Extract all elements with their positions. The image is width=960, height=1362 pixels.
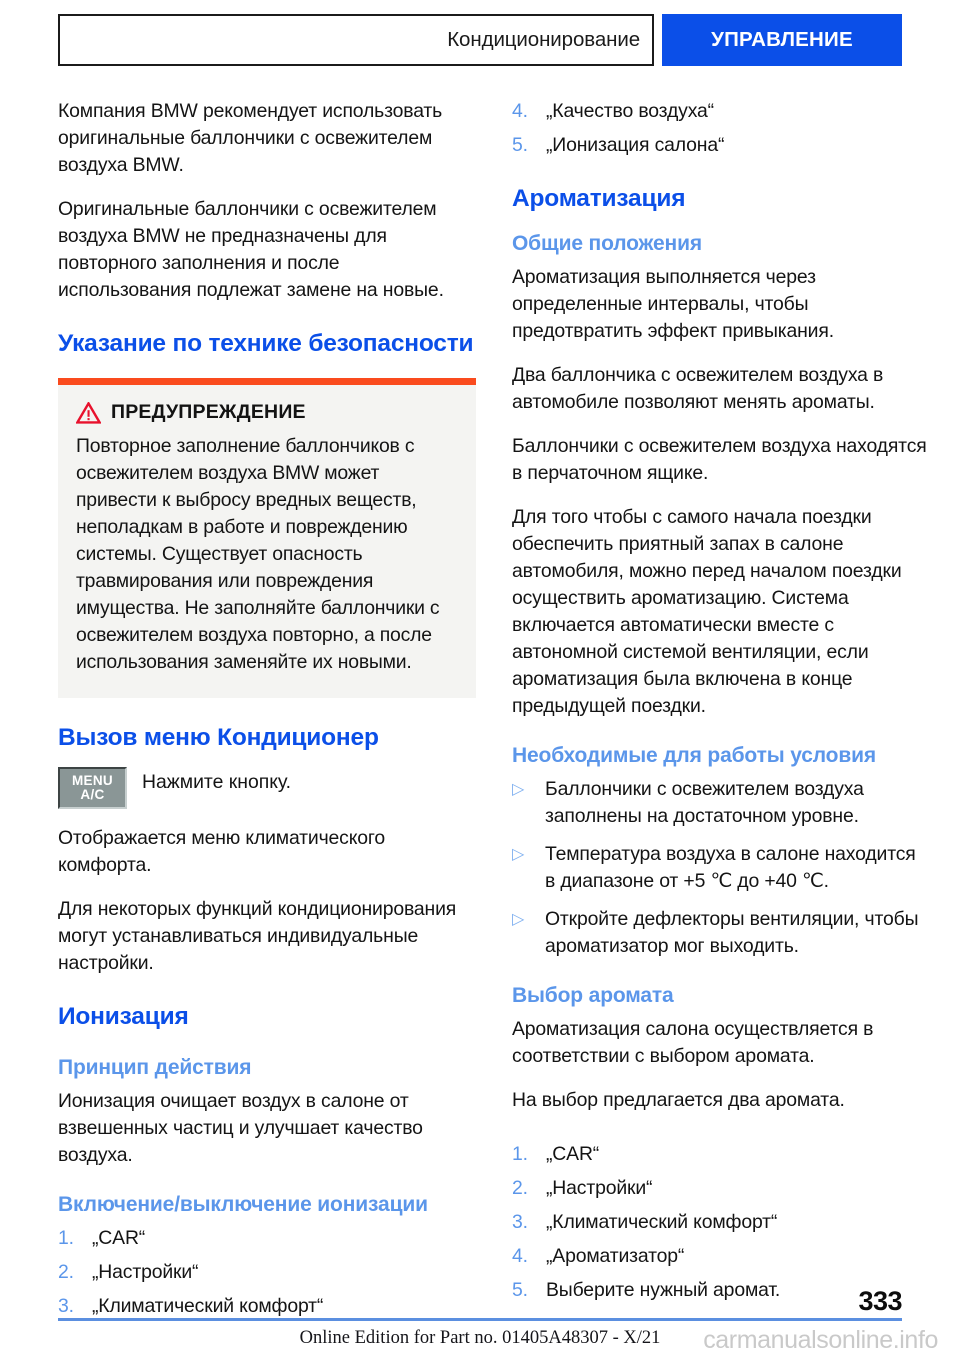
list-item	[512, 841, 930, 895]
list-text: „Ароматизатор“	[546, 1245, 685, 1267]
breadcrumb	[58, 14, 654, 66]
general-heading: Общие положения	[512, 232, 702, 255]
section-tab	[662, 14, 902, 66]
list-item	[512, 906, 930, 960]
principle-text: Ионизация очищает воздух в салоне от взвешенных частиц и улучшает качество воздуха.	[58, 1090, 423, 1166]
menu-button-caption: Нажмите кнопку.	[142, 771, 292, 793]
general-paragraph-1: Ароматизация выполняется через определенные интервалы, чтобы предотвратить эффект привыкания.	[512, 266, 834, 342]
triangle-bullet-icon: ▷	[512, 846, 525, 863]
warning-box	[58, 378, 476, 698]
list-text: Откройте дефлекторы вентиляции, чтобы ароматизатор мог выходить.	[545, 908, 919, 957]
list-text: Баллончики с освежителем воздуха заполнены на достаточном уровне.	[545, 778, 864, 827]
general-paragraph-2: Два баллончика с освежителем воздуха в автомобиле позволяют менять ароматы.	[512, 364, 884, 413]
list-text: „Климатический комфорт“	[546, 1211, 778, 1233]
list-item	[58, 1225, 476, 1252]
list-item	[512, 776, 930, 830]
principle-heading: Принцип действия	[58, 1056, 252, 1079]
menu-paragraph-2: Для некоторых функций кондиционирования могут устанавливаться индивидуальные настройки.	[58, 898, 457, 974]
list-text: Выберите нужный аромат.	[546, 1279, 781, 1301]
list-item	[512, 1141, 930, 1168]
menu-ac-button-line2: A/C	[80, 787, 105, 802]
watermark: carmanualsonline.info	[703, 1326, 938, 1354]
aromatization-heading: Ароматизация	[512, 185, 686, 212]
general-paragraph-3: Баллончики с освежителем воздуха находятся в перчаточном ящике.	[512, 435, 927, 484]
list-item	[512, 1175, 930, 1202]
list-marker: 5.	[512, 1279, 528, 1301]
list-item	[512, 1243, 930, 1270]
ionization-heading: Ионизация	[58, 1003, 189, 1030]
list-marker: 4.	[512, 1245, 528, 1267]
page-header	[58, 14, 902, 66]
menu-ac-button-line1: MENU	[72, 773, 113, 789]
menu-call-heading: Вызов меню Кондиционер	[58, 724, 379, 751]
conditions-heading: Необходимые для работы условия	[512, 744, 876, 767]
breadcrumb-label: Кондиционирование	[447, 28, 640, 51]
header-gap	[654, 14, 662, 66]
edition-line: Online Edition for Part no. 01405A48307 - X/21	[299, 1328, 661, 1348]
aroma-choice-paragraph-2: На выбор предлагается два аромата.	[512, 1089, 845, 1111]
intro-paragraph-2: Оригинальные баллончики с освежителем воздуха BMW не предназначены для повторного заполнения и после использования подлежат замене на новые.	[58, 198, 444, 301]
list-marker: 2.	[58, 1261, 74, 1283]
list-item	[512, 98, 930, 125]
intro-paragraph-1: Компания BMW рекомендует использовать оригинальные баллончики с освежителем воздуха BMW.	[58, 100, 443, 176]
list-text: „Климатический комфорт“	[92, 1295, 324, 1317]
warning-header	[76, 401, 458, 424]
triangle-bullet-icon: ▷	[512, 781, 525, 798]
list-marker: 5.	[512, 134, 528, 156]
footer-rule	[58, 1318, 902, 1321]
list-marker: 1.	[512, 1143, 528, 1165]
list-marker: 3.	[58, 1295, 74, 1317]
aroma-choice-paragraph-1: Ароматизация салона осуществляется в соответствии с выбором аромата.	[512, 1018, 874, 1067]
conditions-list	[512, 776, 930, 960]
page-number: 333	[858, 1286, 902, 1316]
menu-ac-button[interactable]	[58, 767, 127, 809]
list-marker: 2.	[512, 1177, 528, 1199]
list-spacer	[512, 1131, 930, 1141]
list-item	[58, 1293, 476, 1320]
list-text: „Настройки“	[92, 1261, 199, 1283]
list-marker: 4.	[512, 100, 528, 122]
list-marker: 3.	[512, 1211, 528, 1233]
warning-triangle-icon	[76, 402, 101, 424]
continued-steps-list	[512, 98, 930, 159]
safety-heading: Указание по технике безопасности	[58, 330, 474, 357]
left-column	[58, 98, 476, 1327]
list-text: „CAR“	[92, 1227, 146, 1249]
warning-text: Повторное заполнение баллончиков с освежителем воздуха BMW может привести к выбросу вредных веществ, неполадкам в работе и повреждению системы. Существует опасность травмирования или повреждения имущества. Не заполняйте баллончики с освежителем воздуха повторно, а после использования заменяйте их новыми.	[76, 435, 440, 673]
list-text: „Настройки“	[546, 1177, 653, 1199]
list-text: Температура воздуха в салоне находится в диапазоне от +5 ℃ до +40 ℃.	[545, 843, 916, 892]
aroma-choice-heading: Выбор аромата	[512, 984, 674, 1007]
toggle-steps-list	[58, 1225, 476, 1320]
list-item	[58, 1259, 476, 1286]
right-column	[512, 98, 930, 1311]
list-item	[512, 132, 930, 159]
general-paragraph-4: Для того чтобы с самого начала поездки обеспечить приятный запах в салоне автомобиля, можно перед началом поездки осуществить ароматизацию. Система включается автоматически вместе с автономной системой вентиляции, если ароматизация была включена в конце предыдущей поездки.	[512, 506, 902, 717]
toggle-ionization-heading: Включение/выключение ионизации	[58, 1193, 428, 1216]
menu-paragraph-1: Отображается меню климатического комфорта.	[58, 827, 386, 876]
list-text: „Ионизация салона“	[546, 134, 725, 156]
section-tab-label: УПРАВЛЕНИЕ	[711, 28, 853, 51]
warning-title: ПРЕДУПРЕЖДЕНИЕ	[111, 401, 306, 423]
triangle-bullet-icon: ▷	[512, 911, 525, 928]
aroma-steps-list	[512, 1141, 930, 1304]
list-item	[512, 1209, 930, 1236]
list-text: „Качество воздуха“	[546, 100, 714, 122]
list-text: „CAR“	[546, 1143, 600, 1165]
list-marker: 1.	[58, 1227, 74, 1249]
menu-button-row	[58, 767, 476, 809]
